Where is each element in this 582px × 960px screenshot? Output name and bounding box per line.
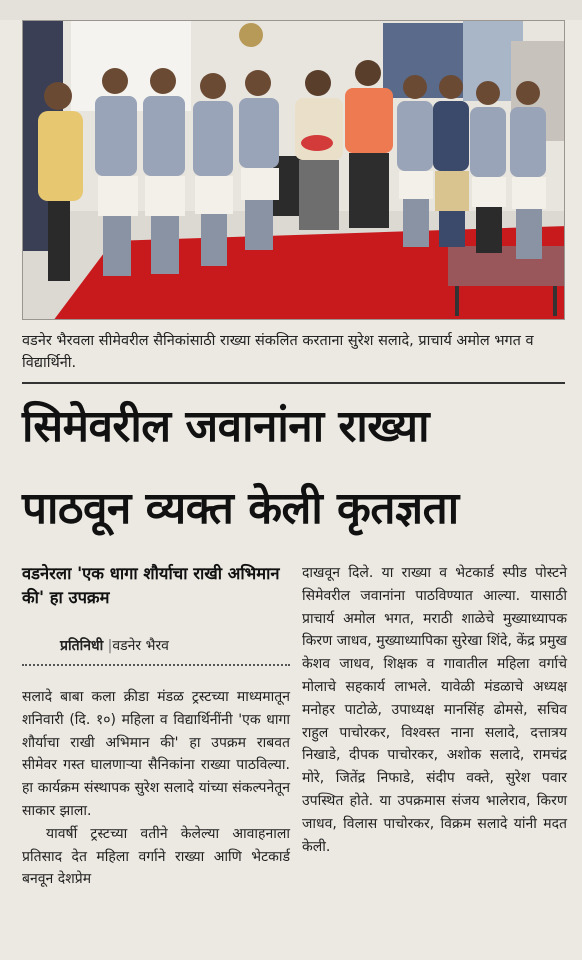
headline-line-1: सिमेवरील जवानांना राख्या	[22, 401, 429, 452]
article-paragraph-1: सलादे बाबा कला क्रीडा मंडळ ट्रस्टच्या माध्यमातून शनिवारी (दि. १०) महिला व विद्यार्थिनींनी 'एक धागा शौर्याचा राखी अभिमान की' हा उपक्रम राबवत सीमेवर गस्त घालणाऱ्या सैनिकांना राख्या पाठविल्या. हा कार्यक्रम संस्थापक सुरेश सलादे यांच्या संकल्पनेतून साकार झाला.	[22, 689, 290, 819]
byline-label: प्रतिनिधी	[60, 638, 104, 654]
byline	[60, 636, 290, 655]
byline-separator: |	[107, 638, 113, 654]
caption-divider	[22, 382, 565, 384]
article-column-right	[302, 562, 567, 858]
photo-caption: वडनेर भैरवला सीमेवरील सैनिकांसाठी राख्या संकलित करताना सुरेश सलादे, प्राचार्य अमोल भगत व विद्यार्थिनी.	[22, 333, 534, 371]
group-photo-illustration	[23, 21, 565, 320]
byline-place: वडनेर भैरव	[112, 638, 169, 654]
article-paragraph-3: दाखवून दिले. या राख्या व भेटकार्ड स्पीड पोस्टने सिमेवरील जवानांना पाठविण्यात आल्या. यासाठी प्राचार्य अमोल भगत, मराठी शाळेचे मुख्याध्यापक किरण जाधव, मुख्याध्यापिका सुरेखा शिंदे, केंद्र प्रमुख केशव जाधव, शिक्षक व गावातील महिला वर्गाचे मोलाचे सहकार्य लाभले. यावेळी मंडळाचे अध्यक्ष मनोहर पाटोळे, उपाध्यक्ष मानसिंह ढोमसे, सचिव राहुल पाचोरकर, विश्वस्त नाना सलादे, दत्तात्रय निखाडे, दीपक पाचोरकर, अशोक सलादे, रामचंद्र मोरे, जितेंद्र निफाडे, संदीप वक्ते, सुरेश पवार उपस्थित होते. या उपक्रमास संजय भालेराव, किरण जाधव, विलास पाचोरकर, विक्रम सलादे यांनी मदत केली.	[302, 565, 567, 855]
torn-top-edge	[0, 0, 582, 20]
article-paragraph-2: यावर्षी ट्रस्टच्या वतीने केलेल्या आवाहनाला प्रतिसाद देत महिला वर्गाने राख्या आणि भेटकार्ड बनवून देशप्रेम	[22, 825, 290, 888]
subheadline: वडनेरला 'एक धागा शौर्याचा राखी अभिमान की' हा उपक्रम	[22, 564, 280, 607]
article-column-left	[22, 686, 290, 891]
news-photo	[22, 20, 565, 320]
byline-dotted-rule	[22, 664, 290, 666]
headline-line-2: पाठवून व्यक्त केली कृतज्ञता	[22, 483, 459, 534]
